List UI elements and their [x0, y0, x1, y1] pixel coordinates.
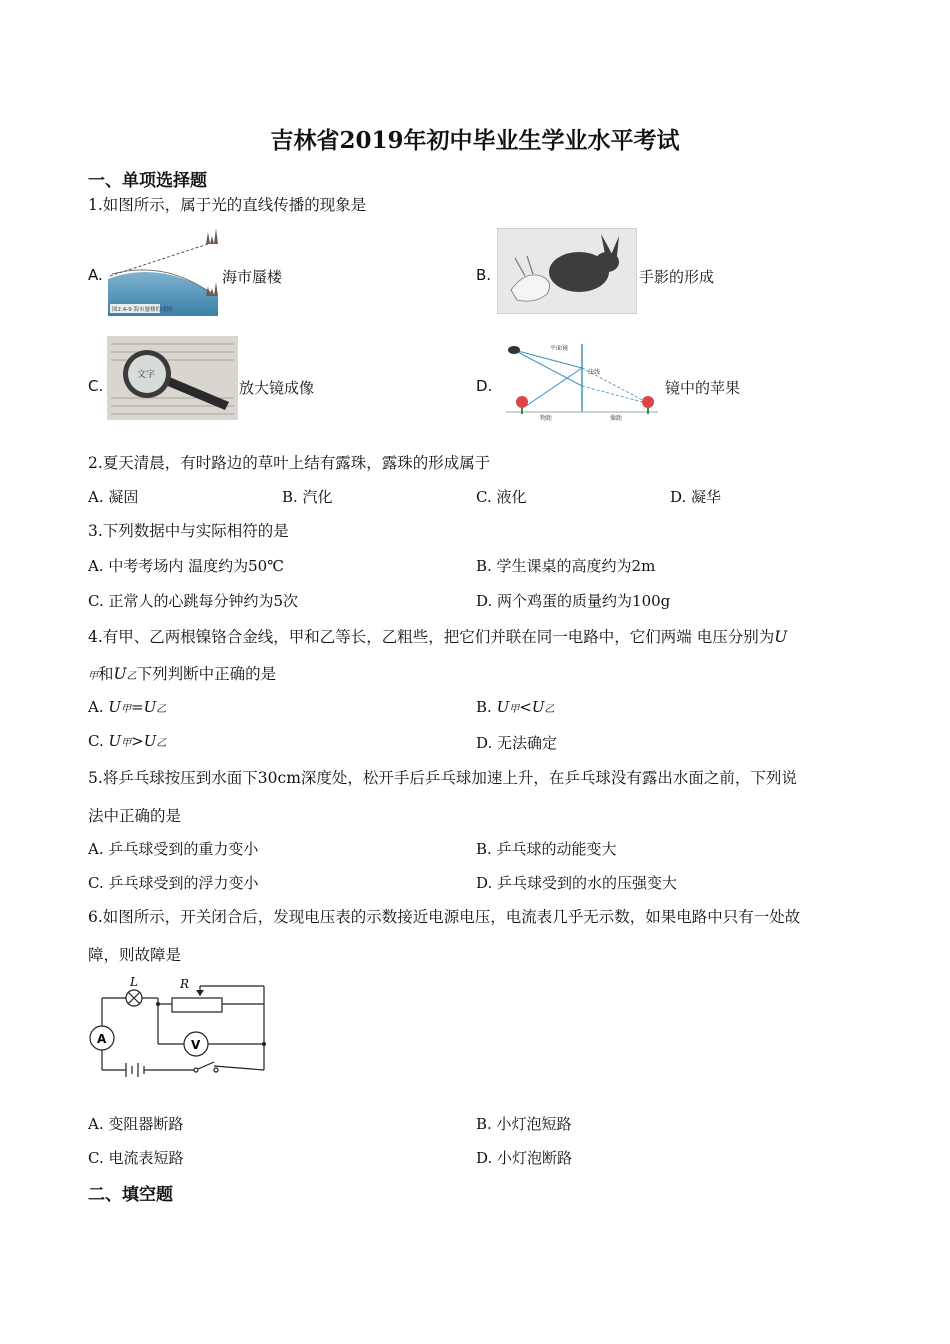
question-6-stem-line1: 6.如图所示，开关闭合后，发现电压表的示数接近电源电压，电流表几乎无示数，如果电路中只有一处故 — [88, 908, 801, 926]
q6-option-c[interactable]: C. 电流表短路 — [88, 1149, 184, 1167]
q2-option-b[interactable]: B. 汽化 — [282, 488, 333, 506]
mirage-figure-caption: 图2.4-9 海市蜃楼的成因 — [112, 307, 172, 313]
image-distance-label: 像距 — [610, 415, 623, 422]
q3-option-d[interactable]: D. 两个鸡蛋的质量约为100g — [476, 592, 671, 610]
q3-option-b[interactable]: B. 学生课桌的高度约为2m — [476, 557, 656, 575]
q1-option-a-letter[interactable]: A. — [88, 266, 103, 284]
section-heading-single-choice: 一、单项选择题 — [88, 171, 207, 191]
ammeter-label: A — [97, 1032, 107, 1046]
q1-option-b-caption: 手影的形成 — [639, 268, 715, 286]
hand-shadow-image — [497, 228, 637, 314]
q5-option-d[interactable]: D. 乒乓球受到的水的压强变大 — [476, 874, 678, 892]
mirror-apple-diagram — [500, 340, 664, 422]
q2-option-a[interactable]: A. 凝固 — [88, 488, 139, 506]
q6-option-a[interactable]: A. 变阻器断路 — [88, 1115, 184, 1133]
q5-option-c[interactable]: C. 乒乓球受到的浮力变小 — [88, 874, 259, 892]
resistor-label: R — [180, 977, 190, 991]
q4-option-d[interactable]: D. 无法确定 — [476, 734, 558, 752]
question-1-stem: 1.如图所示，属于光的直线传播的现象是 — [88, 196, 367, 214]
question-2-stem: 2.夏天清晨，有时路边的草叶上结有露珠，露珠的形成属于 — [88, 454, 491, 472]
q1-option-d-letter[interactable]: D. — [476, 377, 493, 395]
q1-option-c-letter[interactable]: C. — [88, 377, 104, 395]
q4-option-b[interactable]: B. U甲<U乙 — [476, 698, 555, 716]
object-distance-label: 物距 — [540, 415, 553, 422]
section-heading-fill-blank: 二、填空题 — [88, 1185, 173, 1205]
magnifier-image — [107, 336, 238, 420]
q5-option-b[interactable]: B. 乒乓球的动能变大 — [476, 840, 617, 858]
q6-option-d[interactable]: D. 小灯泡断路 — [476, 1149, 573, 1167]
question-5-stem-line2: 法中正确的是 — [88, 807, 182, 825]
q1-option-d-caption: 镜中的苹果 — [665, 379, 741, 397]
q4-option-c[interactable]: C. U甲>U乙 — [88, 732, 167, 750]
normal-line-label: 法线 — [588, 369, 601, 376]
q1-option-a-caption: 海市蜃楼 — [222, 268, 283, 286]
voltmeter-label: V — [191, 1038, 201, 1052]
svg-text:文字: 文字 — [137, 370, 156, 380]
q1-option-b-letter[interactable]: B. — [476, 266, 492, 284]
question-4-stem-line2: 甲和U乙下列判断中正确的是 — [88, 665, 277, 683]
circuit-diagram — [86, 974, 272, 1082]
q2-option-c[interactable]: C. 液化 — [476, 488, 527, 506]
question-6-stem-line2: 障，则故障是 — [88, 946, 182, 964]
q6-option-b[interactable]: B. 小灯泡短路 — [476, 1115, 572, 1133]
page-title: 吉林省2019年初中毕业生学业水平考试 — [270, 127, 680, 154]
question-3-stem: 3.下列数据中与实际相符的是 — [88, 522, 289, 540]
mirror-label: 平面镜 — [550, 345, 569, 352]
q3-option-c[interactable]: C. 正常人的心跳每分钟约为5次 — [88, 592, 299, 610]
q1-option-c-caption: 放大镜成像 — [239, 379, 315, 397]
q4-option-a[interactable]: A. U甲=U乙 — [88, 698, 167, 716]
lamp-label: L — [130, 975, 138, 989]
q3-option-a[interactable]: A. 中考考场内 温度约为50℃ — [88, 557, 285, 575]
q2-option-d[interactable]: D. 凝华 — [670, 488, 722, 506]
question-4-stem-line1: 4.有甲、乙两根镍铬合金线，甲和乙等长，乙粗些，把它们并联在同一电路中，它们两端 电压分别为U — [88, 628, 788, 646]
q5-option-a[interactable]: A. 乒乓球受到的重力变小 — [88, 840, 259, 858]
mirage-image — [106, 224, 221, 316]
question-5-stem-line1: 5.将乒乓球按压到水面下30cm深度处，松开手后乒乓球加速上升，在乒乓球没有露出水面之前，下列说 — [88, 769, 797, 787]
